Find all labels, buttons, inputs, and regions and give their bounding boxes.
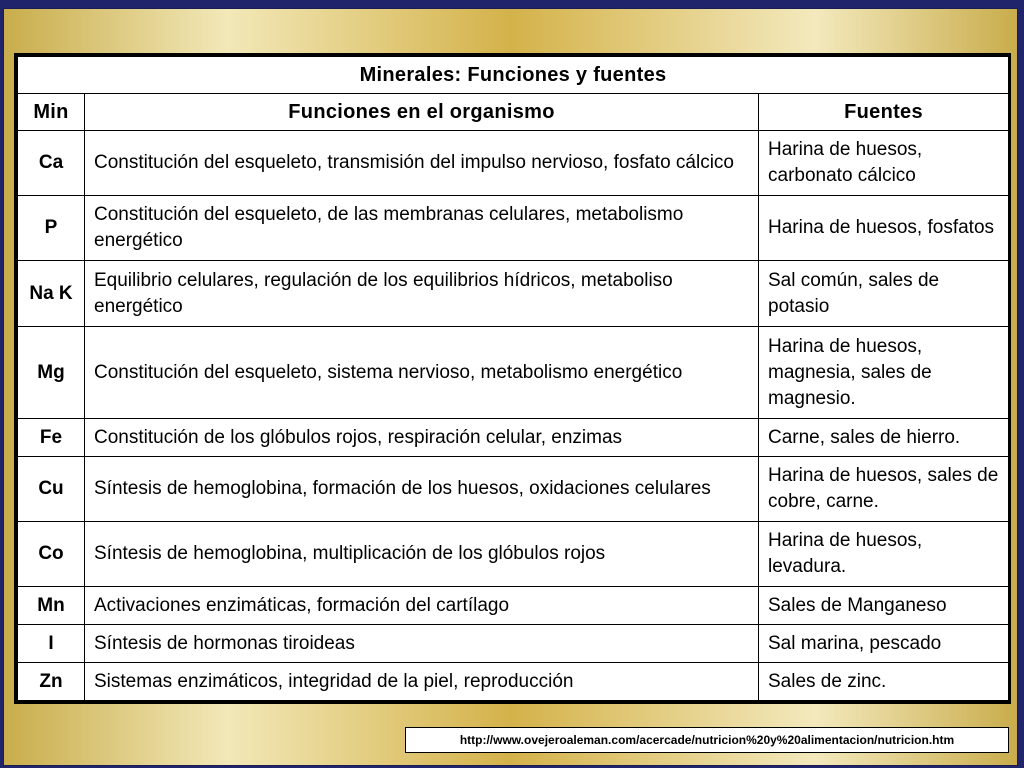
- cell-funciones: Constitución del esqueleto, de las membranas celulares, metabolismo energético: [85, 196, 759, 261]
- slide-background: [3, 8, 1018, 766]
- cell-fuentes: Harina de huesos, carbonato cálcico: [759, 131, 1009, 196]
- cell-fuentes: Harina de huesos, fosfatos: [759, 196, 1009, 261]
- minerals-table: [17, 56, 1009, 701]
- cell-funciones: Constitución del esqueleto, sistema nervioso, metabolismo energético: [85, 327, 759, 419]
- cell-funciones: Síntesis de hemoglobina, multiplicación de los glóbulos rojos: [85, 522, 759, 587]
- cell-fuentes: Harina de huesos, levadura.: [759, 522, 1009, 587]
- cell-funciones: Constitución de los glóbulos rojos, respiración celular, enzimas: [85, 419, 759, 457]
- table-row: [18, 327, 1009, 419]
- table-row: [18, 663, 1009, 701]
- cell-min: Mg: [18, 327, 85, 419]
- cell-min: Fe: [18, 419, 85, 457]
- table-row: [18, 522, 1009, 587]
- cell-min: P: [18, 196, 85, 261]
- cell-funciones: Síntesis de hemoglobina, formación de los huesos, oxidaciones celulares: [85, 457, 759, 522]
- header-fuentes: Fuentes: [759, 94, 1009, 131]
- cell-fuentes: Sales de Manganeso: [759, 587, 1009, 625]
- header-funciones: Funciones en el organismo: [85, 94, 759, 131]
- source-url: http://www.ovejeroaleman.com/acercade/nutricion%20y%20alimentacion/nutricion.htm: [405, 727, 1009, 753]
- table-row: [18, 457, 1009, 522]
- cell-fuentes: Sal marina, pescado: [759, 625, 1009, 663]
- cell-min: Co: [18, 522, 85, 587]
- table-row: [18, 625, 1009, 663]
- header-min: Min: [18, 94, 85, 131]
- cell-funciones: Constitución del esqueleto, transmisión del impulso nervioso, fosfato cálcico: [85, 131, 759, 196]
- table-title: Minerales: Funciones y fuentes: [18, 57, 1009, 94]
- table-row: [18, 196, 1009, 261]
- cell-min: Cu: [18, 457, 85, 522]
- table-row: [18, 587, 1009, 625]
- cell-min: Na K: [18, 261, 85, 327]
- cell-min: Mn: [18, 587, 85, 625]
- cell-fuentes: Harina de huesos, magnesia, sales de magnesio.: [759, 327, 1009, 419]
- cell-funciones: Síntesis de hormonas tiroideas: [85, 625, 759, 663]
- table-row: [18, 131, 1009, 196]
- cell-fuentes: Sal común, sales de potasio: [759, 261, 1009, 327]
- cell-funciones: Activaciones enzimáticas, formación del cartílago: [85, 587, 759, 625]
- cell-min: Ca: [18, 131, 85, 196]
- cell-fuentes: Carne, sales de hierro.: [759, 419, 1009, 457]
- cell-fuentes: Sales de zinc.: [759, 663, 1009, 701]
- table-title-row: [18, 57, 1009, 94]
- cell-min: I: [18, 625, 85, 663]
- table-row: [18, 419, 1009, 457]
- minerals-table-container: [14, 53, 1011, 704]
- table-header-row: [18, 94, 1009, 131]
- cell-funciones: Equilibrio celulares, regulación de los equilibrios hídricos, metaboliso energético: [85, 261, 759, 327]
- cell-fuentes: Harina de huesos, sales de cobre, carne.: [759, 457, 1009, 522]
- cell-funciones: Sistemas enzimáticos, integridad de la piel, reproducción: [85, 663, 759, 701]
- table-row: [18, 261, 1009, 327]
- cell-min: Zn: [18, 663, 85, 701]
